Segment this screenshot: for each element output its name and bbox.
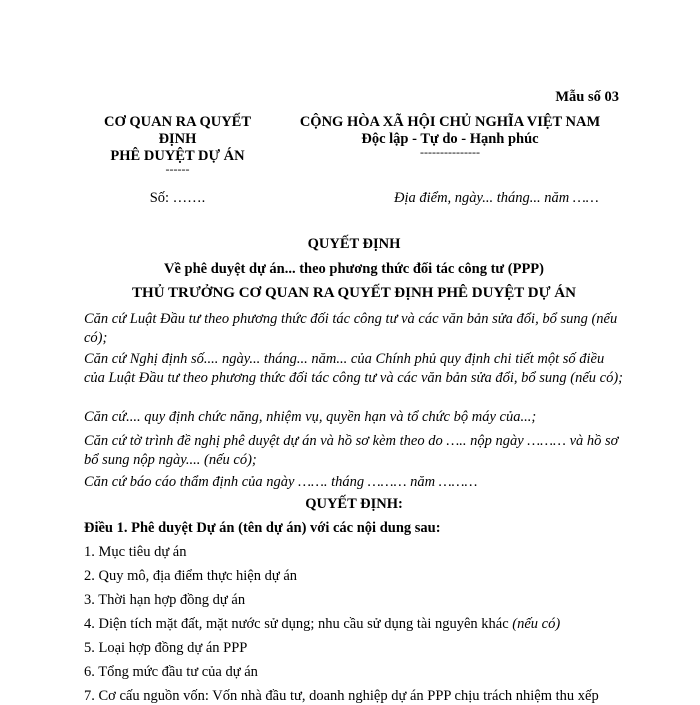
list-item: 7. Cơ cấu nguồn vốn: Vốn nhà đầu tư, doanh nghiệp dự án PPP chịu trách nhiệm thu xếp <box>84 688 599 704</box>
legal-basis-2: Căn cứ Nghị định số.... ngày... tháng... năm... của Chính phủ quy định chi tiết một số điều của Luật Đầu tư theo phương thức đối tác công tư và các văn bản sửa đổi, bổ sung (nếu có); <box>84 351 623 386</box>
list-item: 6. Tổng mức đầu tư của dự án <box>84 664 258 680</box>
legal-basis-1: Căn cứ Luật Đầu tư theo phương thức đối tác công tư và các văn bản sửa đổi, bổ sung (nếu có); <box>84 311 618 346</box>
legal-basis-5: Căn cứ báo cáo thẩm định của ngày ……. tháng ……… năm ……… <box>84 474 478 490</box>
decision-title: QUYẾT ĐỊNH <box>307 236 401 252</box>
authority-heading: THỦ TRƯỞNG CƠ QUAN RA QUYẾT ĐỊNH PHÊ DUYỆT DỰ ÁN <box>132 285 576 301</box>
national-motto: Độc lập - Tự do - Hạnh phúc <box>361 131 539 147</box>
legal-basis-3: Căn cứ.... quy định chức năng, nhiệm vụ, quyền hạn và tổ chức bộ máy của...; <box>84 409 537 425</box>
left-divider: ------ <box>165 162 190 176</box>
item-4-optional: (nếu có) <box>512 616 561 632</box>
list-item <box>84 616 560 633</box>
issuing-agency-line1: CƠ QUAN RA QUYẾT <box>103 114 252 130</box>
document-number: Số: ……. <box>149 190 206 206</box>
issuing-agency-line3: PHÊ DUYỆT DỰ ÁN <box>110 148 245 164</box>
right-divider: --------------- <box>420 145 480 159</box>
article-1: Điều 1. Phê duyệt Dự án (tên dự án) với các nội dung sau: <box>84 520 441 536</box>
list-item: 3. Thời hạn hợp đồng dự án <box>84 592 246 608</box>
form-number: Mẫu số 03 <box>555 89 619 105</box>
list-item: 2. Quy mô, địa điểm thực hiện dự án <box>84 568 298 584</box>
list-item: 1. Mục tiêu dự án <box>84 544 187 560</box>
issuing-agency-line2: ĐỊNH <box>158 131 197 147</box>
country-name: CỘNG HÒA XÃ HỘI CHỦ NGHĨA VIỆT NAM <box>299 114 601 130</box>
place-date: Địa điểm, ngày... tháng... năm …… <box>394 190 599 206</box>
list-item: 5. Loại hợp đồng dự án PPP <box>84 640 248 656</box>
item-4-text: 4. Diện tích mặt đất, mặt nước sử dụng; nhu cầu sử dụng tài nguyên khác <box>84 616 509 632</box>
decision-heading: QUYẾT ĐỊNH: <box>305 496 403 512</box>
legal-basis-4: Căn cứ tờ trình đề nghị phê duyệt dự án và hồ sơ kèm theo do ….. nộp ngày ……… và hồ sơ bổ sung nộp ngày.... (nếu có); <box>84 433 619 468</box>
decision-subtitle: Về phê duyệt dự án... theo phương thức đối tác công tư (PPP) <box>164 261 544 277</box>
